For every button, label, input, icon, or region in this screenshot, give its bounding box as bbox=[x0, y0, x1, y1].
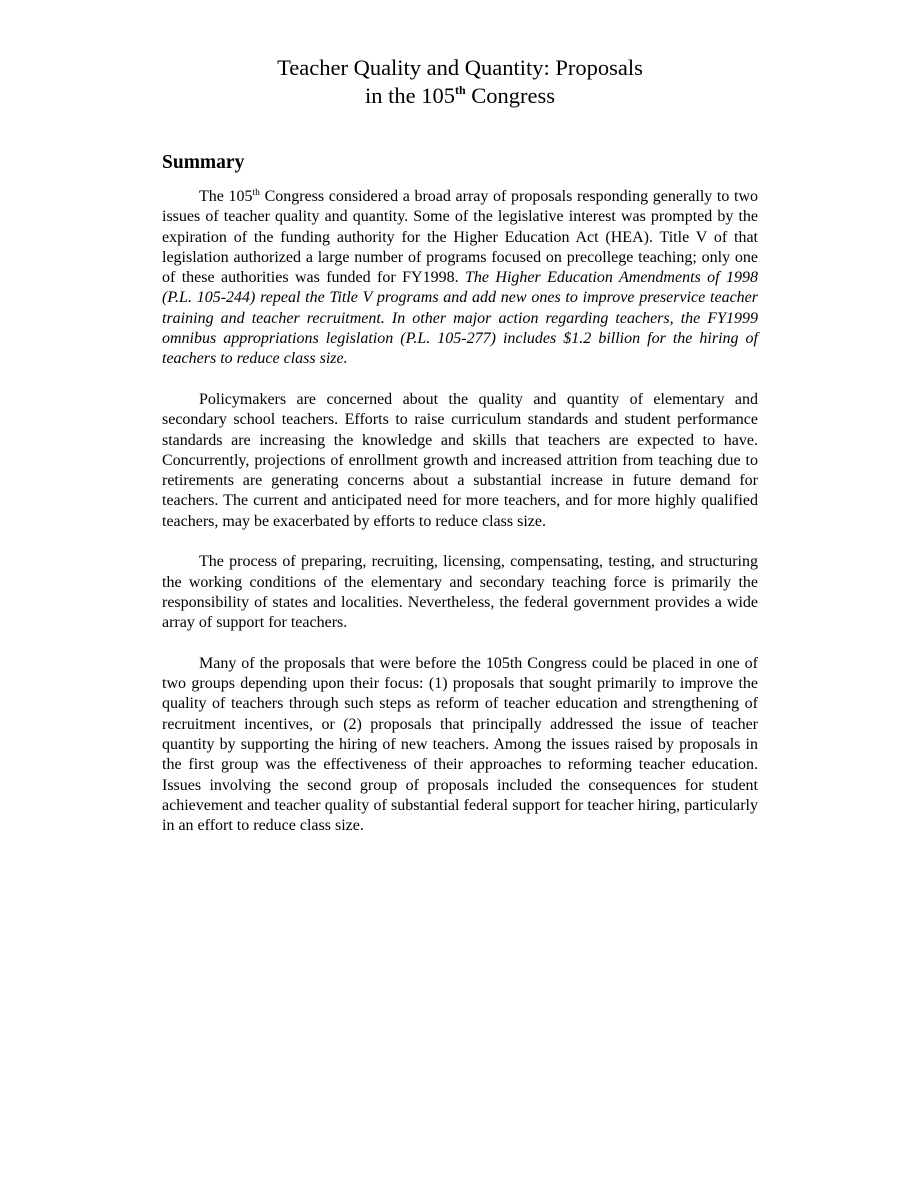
paragraph-1-body: Congress considered a broad array of proposals responding generally to two issues of teacher quality and quantity. Some of the legislative interest was prompted by the expiration of the funding authority for the Higher Education Act (HEA). Title V of that legislation authorized a large number of programs focused on precollege teaching; only one of these authorities was funded for FY1998. bbox=[162, 188, 759, 287]
paragraph-1-italic: The Higher Education Amendments of 1998 (P.L. 105-244) repeal the Title V programs and add new ones to improve preservice teacher training and teacher recruitment. In other major action regarding teachers, the FY1999 omnibus appropriations legislation (P.L. 105-277) includes $1.2 billion for the hiring of teachers to reduce class size. bbox=[162, 269, 758, 368]
title-line-1: Teacher Quality and Quantity: Proposals bbox=[277, 55, 643, 80]
document-page bbox=[162, 54, 758, 837]
paragraph-1-start: The 105 bbox=[199, 188, 253, 205]
document-title bbox=[162, 54, 758, 110]
summary-paragraph-2: Policymakers are concerned about the quality and quantity of elementary and secondary school teachers. Efforts to raise curriculum standards and student performance standards are increasing the knowledge and skills that teachers are expected to have. Concurrently, projections of enrollment growth and increased attrition from teaching due to retirements are generating concerns about a substantial increase in future demand for teachers. The current and anticipated need for more teachers, and for more highly qualified teachers, may be exacerbated by efforts to reduce class size. bbox=[162, 390, 758, 530]
title-line-2 bbox=[365, 83, 555, 108]
title-line-2-text: in the 105 bbox=[364, 83, 455, 108]
paragraph-1-superscript: th bbox=[252, 188, 260, 198]
title-superscript: th bbox=[454, 83, 466, 97]
title-line-2-suffix: Congress bbox=[465, 83, 556, 108]
summary-heading: Summary bbox=[162, 152, 245, 173]
summary-paragraph-1 bbox=[162, 187, 758, 370]
summary-paragraph-4: Many of the proposals that were before the 105th Congress could be placed in one of two groups depending upon their focus: (1) proposals that sought primarily to improve the quality of teachers through such steps as reform of teacher education and strengthening of recruitment incentives, or (2) proposals that principally addressed the issue of teacher quantity by supporting the hiring of new teachers. Among the issues raised by proposals in the first group was the effectiveness of their approaches to reforming teacher education. Issues involving the second group of proposals included the consequences for student achievement and teacher quality of substantial federal support for teacher hiring, particularly in an effort to reduce class size. bbox=[162, 654, 758, 835]
summary-paragraph-3: The process of preparing, recruiting, licensing, compensating, testing, and structuring the working conditions of the elementary and secondary teaching force is primarily the responsibility of states and localities. Nevertheless, the federal government provides a wide array of support for teachers. bbox=[162, 553, 758, 632]
